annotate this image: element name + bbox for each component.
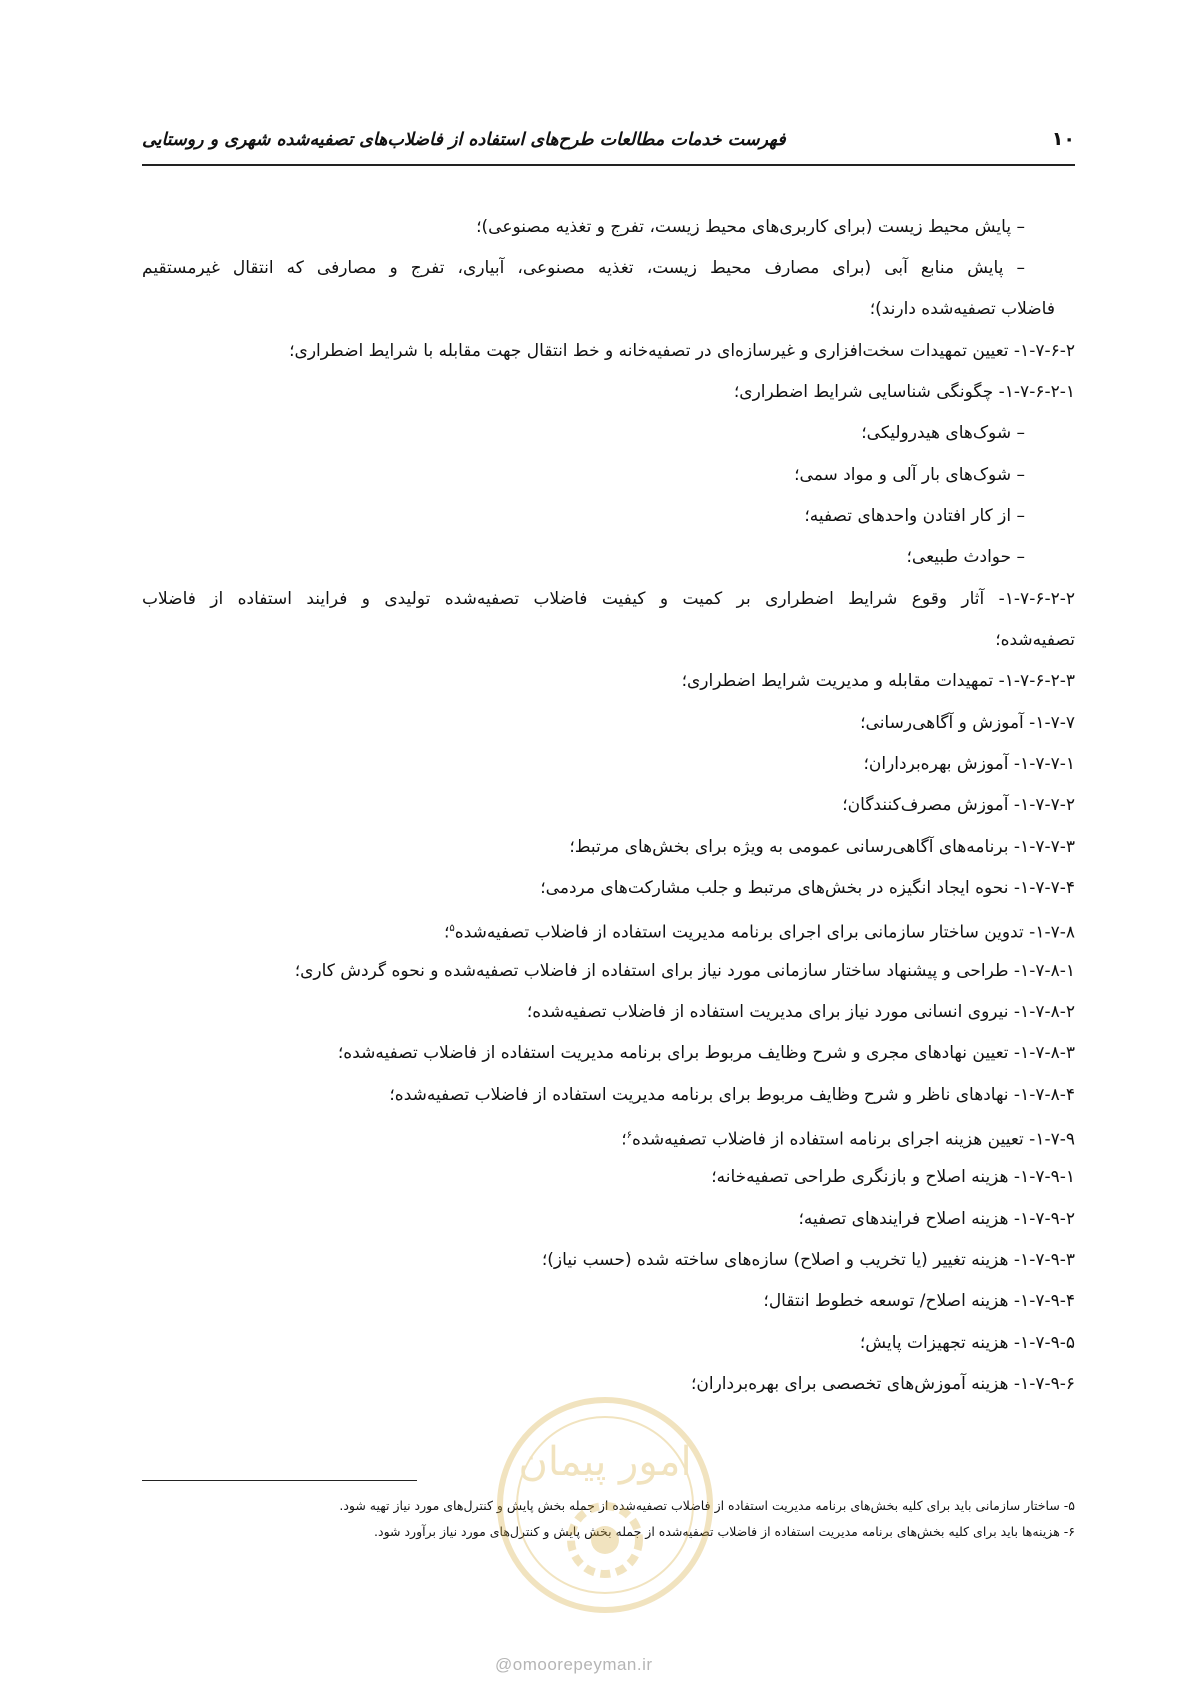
section-line: ۱-۷-۹-۵- هزینه تجهیزات پایش؛ — [859, 1333, 1075, 1353]
line-end: ؛ — [444, 922, 450, 943]
section-line: ۱-۷-۸-۳- تعیین نهادهای مجری و شرح وظایف مربوط برای برنامه مدیریت استفاده از فاضلاب تصفیه‌شده؛ — [337, 1043, 1075, 1063]
page-header — [142, 128, 1075, 162]
section-line: ۱-۷-۶-۲-۱- چگونگی شناسایی شرایط اضطراری؛ — [733, 382, 1075, 402]
header-rule — [142, 164, 1075, 166]
section-line: ۱-۷-۶-۲-۳- تمهیدات مقابله و مدیریت شرایط اضطراری؛ — [681, 671, 1075, 691]
section-line: ۱-۷-۶-۲-۲- آثار وقوع شرایط اضطراری بر کمیت و کیفیت فاضلاب تصفیه‌شده تولیدی و فرایند استفاده از فاضلاب — [142, 589, 1075, 609]
watermark-site: omoorepeyman.ir — [512, 1655, 653, 1674]
section-text: ۱-۷-۹- تعیین هزینه اجرای برنامه استفاده از فاضلاب تصفیه‌شده — [632, 1129, 1075, 1150]
bullet-line: – از کار افتادن واحدهای تصفیه؛ — [804, 506, 1025, 526]
page-number: ۱۰ — [1051, 128, 1075, 150]
running-title: فهرست خدمات مطالعات طرح‌های استفاده از فاضلاب‌های تصفیه‌شده شهری و روستایی — [142, 130, 786, 150]
footnote: ۶- هزینه‌ها باید برای کلیه بخش‌های برنامه مدیریت استفاده از فاضلاب تصفیه‌شده از جمله بخش پایش و کنترل‌های مورد نیاز برآورد شود. — [374, 1524, 1075, 1539]
section-line: ۱-۷-۷- آموزش و آگاهی‌رسانی؛ — [860, 713, 1075, 733]
bullet-line: – پایش منابع آبی (برای مصارف محیط زیست، تغذیه مصنوعی، آبیاری، تفرج و مصارفی که انتقال غیرمستقیم — [142, 258, 1025, 278]
svg-text:امور پیمان: امور پیمان — [518, 1439, 692, 1485]
section-line: ۱-۷-۷-۴- نحوه ایجاد انگیزه در بخش‌های مرتبط و جلب مشارکت‌های مردمی؛ — [540, 878, 1075, 898]
section-line — [444, 914, 1075, 944]
footnote-mark: ۶ — [626, 1130, 633, 1141]
section-line: ۱-۷-۸-۲- نیروی انسانی مورد نیاز برای مدیریت استفاده از فاضلاب تصفیه‌شده؛ — [526, 1002, 1075, 1022]
section-line: ۱-۷-۹-۳- هزینه تغییر (یا تخریب و اصلاح) سازه‌های ساخته شده (حسب نیاز)؛ — [541, 1250, 1075, 1270]
section-line: ۱-۷-۷-۳- برنامه‌های آگاهی‌رسانی عمومی به ویژه برای بخش‌های مرتبط؛ — [569, 837, 1075, 857]
section-line — [621, 1121, 1075, 1151]
section-text: ۱-۷-۸- تدوین ساختار سازمانی برای اجرای برنامه مدیریت استفاده از فاضلاب تصفیه‌شده — [454, 922, 1075, 943]
bullet-line: – شوک‌های بار آلی و مواد سمی؛ — [794, 465, 1025, 485]
bullet-line: – پایش محیط زیست (برای کاربری‌های محیط زیست، تفرج و تغذیه مصنوعی)؛ — [476, 217, 1025, 237]
body-line: فاضلاب تصفیه‌شده دارند)؛ — [869, 299, 1055, 319]
section-line: ۱-۷-۶-۲- تعیین تمهیدات سخت‌افزاری و غیرسازه‌ای در تصفیه‌خانه و خط انتقال جهت مقابله با شرایط اضطراری؛ — [289, 341, 1075, 361]
section-line: ۱-۷-۹-۱- هزینه اصلاح و بازنگری طراحی تصفیه‌خانه؛ — [711, 1167, 1075, 1187]
watermark-url: @omoorepeyman.ir — [495, 1655, 653, 1674]
line-end: ؛ — [621, 1129, 627, 1150]
footnote-rule — [142, 1480, 417, 1481]
section-line: ۱-۷-۸-۴- نهادهای ناظر و شرح وظایف مربوط برای برنامه مدیریت استفاده از فاضلاب تصفیه‌شده؛ — [389, 1085, 1075, 1105]
body-line: تصفیه‌شده؛ — [995, 630, 1075, 650]
footnote: ۵- ساختار سازمانی باید برای کلیه بخش‌های برنامه مدیریت استفاده از فاضلاب تصفیه‌شده از جمله بخش پایش و کنترل‌های مورد نیاز تهیه شود. — [339, 1498, 1075, 1513]
bullet-line: – شوک‌های هیدرولیکی؛ — [861, 423, 1025, 443]
section-line: ۱-۷-۸-۱- طراحی و پیشنهاد ساختار سازمانی مورد نیاز برای استفاده از فاضلاب تصفیه‌شده و نحوه گردش کاری؛ — [294, 961, 1075, 981]
section-line: ۱-۷-۹-۶- هزینه آموزش‌های تخصصی برای بهره‌برداران؛ — [690, 1374, 1075, 1394]
bullet-line: – حوادث طبیعی؛ — [906, 547, 1025, 567]
footnote-mark: ۵ — [449, 923, 455, 934]
section-line: ۱-۷-۷-۲- آموزش مصرف‌کنندگان؛ — [842, 795, 1075, 815]
section-line: ۱-۷-۹-۴- هزینه اصلاح/ توسعه خطوط انتقال؛ — [763, 1291, 1075, 1311]
section-line: ۱-۷-۹-۲- هزینه اصلاح فرایندهای تصفیه؛ — [798, 1209, 1075, 1229]
watermark-logo-icon — [490, 1390, 720, 1620]
section-line: ۱-۷-۷-۱- آموزش بهره‌برداران؛ — [863, 754, 1075, 774]
